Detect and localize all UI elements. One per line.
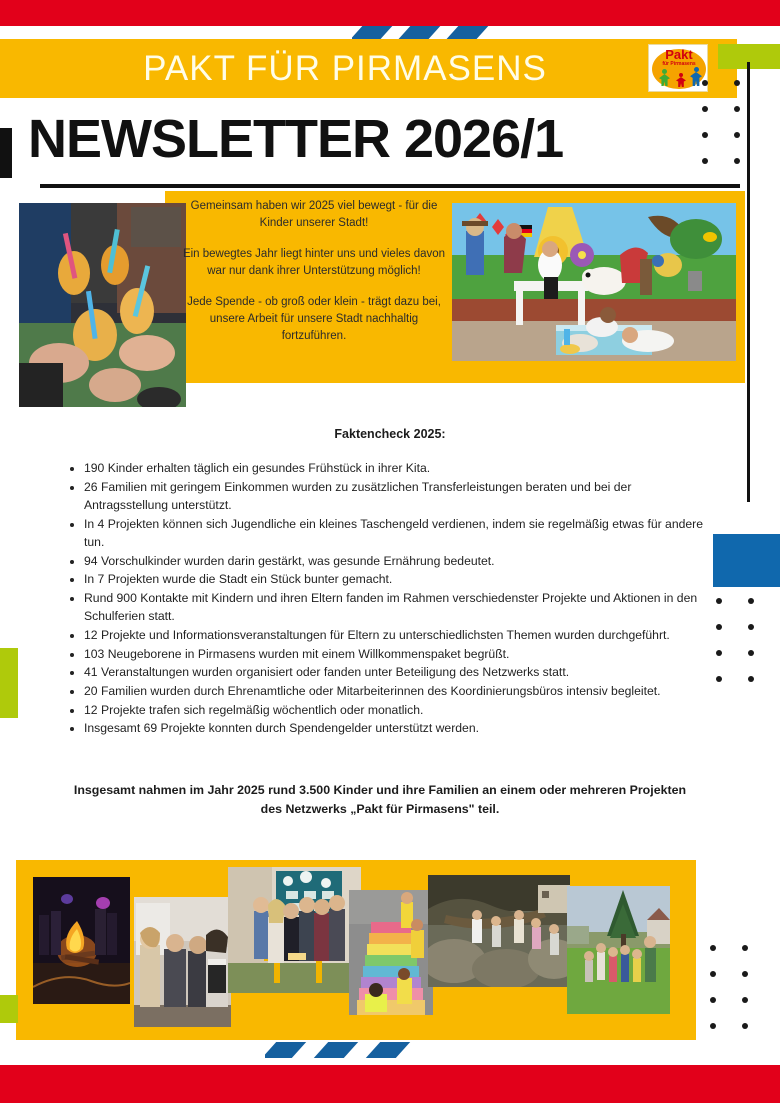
pakt-logo xyxy=(648,44,708,92)
photo-rock-climbing-illustration xyxy=(428,875,570,987)
list-item: • 103 Neugeborene in Pirmasens wurden mit einem Willkommenspaket begrüßt. xyxy=(84,645,714,663)
blue-accent-right-middle xyxy=(713,534,780,587)
gallery-photo-6 xyxy=(567,886,670,1014)
gallery-photo-2 xyxy=(134,897,231,1027)
dot-grid-bottom xyxy=(710,945,774,1049)
photo-mural-illustration xyxy=(452,203,736,361)
photo-kids-meadow-illustration xyxy=(567,886,670,1014)
gallery-photo-5 xyxy=(428,875,570,987)
green-accent-left-bottom xyxy=(0,995,18,1023)
list-item: • Rund 900 Kontakte mit Kindern und ihren Eltern fanden im Rahmen verschiedenster Projekte und Aktionen in den Schulferien statt. xyxy=(84,589,714,625)
black-square-accent xyxy=(0,128,12,178)
bottom-red-bar xyxy=(0,1065,780,1103)
photo-smoothie-illustration xyxy=(19,203,186,407)
gallery-photo-1 xyxy=(33,877,130,1004)
logo-name: Pakt xyxy=(665,47,693,62)
list-item: • 26 Familien mit geringem Einkommen wurden zu zusätzlichen Transferleistungen beraten und bei der Antragsstellung unterstützt. xyxy=(84,478,714,514)
photo-painted-steps-illustration xyxy=(349,890,433,1015)
header-title: PAKT FÜR PIRMASENS xyxy=(143,48,547,88)
facts-list xyxy=(62,459,714,738)
list-item: • 12 Projekte und Informationsveranstaltungen für Eltern zu unterschiedlichsten Themen wurden durchgeführt. xyxy=(84,626,714,644)
intro-photo-right xyxy=(452,203,736,361)
intro-photo-left xyxy=(19,203,186,407)
bottom-diagonal-stripes xyxy=(265,1042,445,1058)
list-item: • In 7 Projekten wurde die Stadt ein Stück bunter gemacht. xyxy=(84,570,714,588)
list-item: • In 4 Projekten können sich Jugendliche ein kleines Taschengeld verdienen, indem sie regelmäßig etwas für andere tun. xyxy=(84,515,714,551)
page-title: NEWSLETTER 2026/1 xyxy=(28,109,564,169)
list-item: • 41 Veranstaltungen wurden organisiert oder fanden unter Beteiligung des Netzwerks statt. xyxy=(84,663,714,681)
list-item: • 12 Projekte trafen sich regelmäßig wöchentlich oder monatlich. xyxy=(84,701,714,719)
dot-grid-middle xyxy=(716,598,780,702)
green-accent-left-middle xyxy=(0,648,18,718)
list-item: • 190 Kinder erhalten täglich ein gesundes Frühstück in ihrer Kita. xyxy=(84,459,714,477)
list-item: • 94 Vorschulkinder wurden darin gestärkt, was gesunde Ernährung bedeutet. xyxy=(84,552,714,570)
intro-paragraph-1: Gemeinsam haben wir 2025 viel bewegt - für die Kinder unserer Stadt! xyxy=(190,200,438,229)
list-item: • 20 Familien wurden durch Ehrenamtliche oder Mitarbeiterinnen des Koordinierungsbüros intensiv begleitet. xyxy=(84,682,714,700)
intro-paragraph-3: Jede Spende - ob groß oder klein - trägt dazu bei, unsere Arbeit für unsere Stadt nachhaltig fortzuführen. xyxy=(187,296,441,342)
intro-text-block xyxy=(180,198,448,345)
title-underline xyxy=(40,184,740,188)
photo-group-indoor-illustration xyxy=(134,897,231,1027)
intro-paragraph-2: Ein bewegtes Jahr liegt hinter uns und vieles davon war nur dank ihrer Unterstützung möglich! xyxy=(182,248,446,277)
closing-statement: Insgesamt nahmen im Jahr 2025 rund 3.500 Kinder und ihre Familien an einem oder mehreren Projekten des Netzwerks „Pakt für Pirmasens" teil. xyxy=(73,783,687,816)
top-diagonal-stripes xyxy=(352,26,512,39)
photo-class-on-bench-illustration xyxy=(228,867,361,993)
top-red-bar xyxy=(0,0,780,26)
gallery-photo-3 xyxy=(228,867,361,993)
gallery-photo-4 xyxy=(349,890,433,1015)
facts-heading: Faktencheck 2025: xyxy=(334,427,446,441)
photo-campfire-illustration xyxy=(33,877,130,1004)
list-item: • Insgesamt 69 Projekte konnten durch Spendengelder unterstützt werden. xyxy=(84,719,714,737)
logo-subtitle: für Pirmasens xyxy=(662,61,696,67)
